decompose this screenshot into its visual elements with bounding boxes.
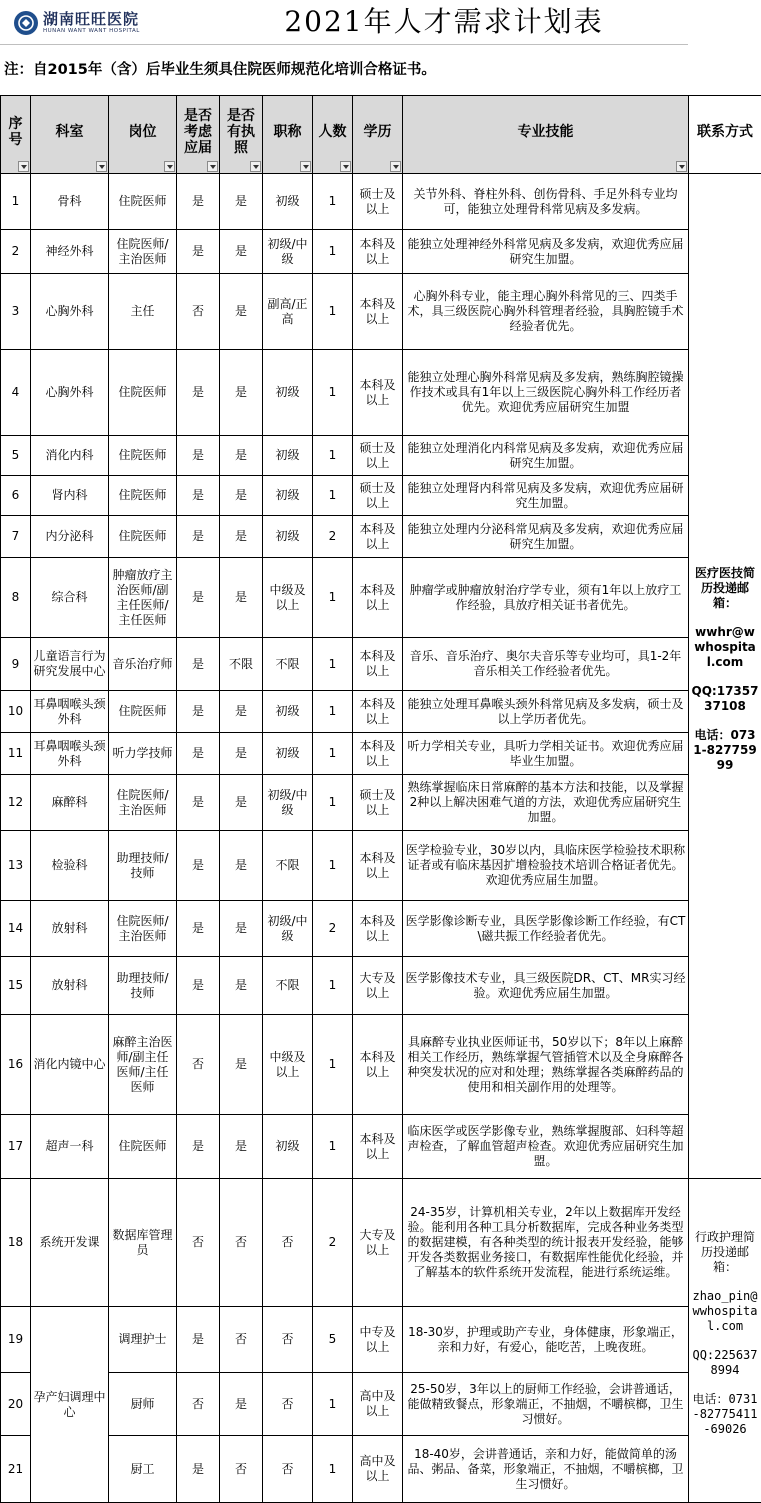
row-license: 是 — [220, 516, 263, 558]
filter-dropdown-icon[interactable] — [250, 161, 261, 172]
table-row — [1, 733, 761, 775]
header-title — [263, 96, 313, 174]
row-count: 1 — [313, 558, 353, 638]
row-title: 中级及以上 — [263, 1015, 313, 1115]
contact-qq: QQ:2256378994 — [691, 1348, 759, 1378]
row-position: 住院医师 — [109, 476, 177, 516]
table-row — [1, 831, 761, 901]
contact-email[interactable]: wwhr@wwhospital.com — [691, 625, 759, 670]
row-position: 助理技师/技师 — [109, 831, 177, 901]
row-department: 心胸外科 — [31, 274, 109, 350]
row-education: 本科及以上 — [353, 350, 403, 436]
row-count: 1 — [313, 831, 353, 901]
row-fresh-grad: 是 — [177, 174, 220, 230]
row-fresh-grad: 是 — [177, 1115, 220, 1179]
table-row — [1, 350, 761, 436]
header-education-label: 学历 — [364, 124, 392, 140]
row-education: 高中及以上 — [353, 1373, 403, 1436]
contact-label: 行政护理简历投递邮箱： — [691, 1230, 759, 1275]
row-license: 是 — [220, 350, 263, 436]
row-count: 1 — [313, 1015, 353, 1115]
row-skills: 能独立处理心胸外科常见病及多发病，熟练胸腔镜操作技术或具有1年以上三级医院心胸外科工作经历者优先。欢迎优秀应届研究生加盟 — [403, 350, 689, 436]
row-fresh-grad: 是 — [177, 733, 220, 775]
row-education: 硕士及以上 — [353, 476, 403, 516]
table-row — [1, 1015, 761, 1115]
row-count: 1 — [313, 174, 353, 230]
row-fresh-grad: 是 — [177, 691, 220, 733]
contact-qq: QQ:1735737108 — [691, 684, 759, 714]
table-row — [1, 957, 761, 1015]
row-education: 本科及以上 — [353, 831, 403, 901]
row-title: 中级及以上 — [263, 558, 313, 638]
row-skills: 18-30岁，护理或助产专业，身体健康，形象端正，亲和力好，有爱心，能吃苦，上晚夜班。 — [403, 1307, 689, 1373]
contact-admin — [689, 1179, 761, 1503]
row-count: 1 — [313, 1373, 353, 1436]
table-row — [1, 691, 761, 733]
row-number: 20 — [1, 1373, 31, 1436]
row-number: 18 — [1, 1179, 31, 1307]
row-fresh-grad: 是 — [177, 230, 220, 274]
contact-label: 医疗医技简历投递邮箱： — [691, 566, 759, 611]
row-title: 初级 — [263, 691, 313, 733]
title-divider — [0, 44, 688, 45]
row-fresh-grad: 是 — [177, 831, 220, 901]
row-number: 5 — [1, 436, 31, 476]
table-header-row — [1, 96, 761, 174]
row-position: 厨工 — [109, 1436, 177, 1503]
row-number: 8 — [1, 558, 31, 638]
row-number: 17 — [1, 1115, 31, 1179]
table-row — [1, 476, 761, 516]
row-position: 住院医师/主治医师 — [109, 230, 177, 274]
row-license: 是 — [220, 476, 263, 516]
row-fresh-grad: 是 — [177, 1436, 220, 1503]
row-department: 检验科 — [31, 831, 109, 901]
filter-dropdown-icon[interactable] — [676, 161, 687, 172]
row-count: 1 — [313, 638, 353, 691]
row-position: 听力学技师 — [109, 733, 177, 775]
row-license: 否 — [220, 1436, 263, 1503]
row-license: 是 — [220, 691, 263, 733]
table-row — [1, 558, 761, 638]
header-skills — [403, 96, 689, 174]
row-education: 硕士及以上 — [353, 174, 403, 230]
row-position: 调理护士 — [109, 1307, 177, 1373]
row-skills: 医学影像诊断专业，具医学影像诊断工作经验，有CT\磁共振工作经验者优先。 — [403, 901, 689, 957]
row-count: 2 — [313, 516, 353, 558]
table-row — [1, 274, 761, 350]
row-education: 本科及以上 — [353, 1015, 403, 1115]
row-count: 1 — [313, 733, 353, 775]
row-skills: 音乐、音乐治疗、奥尔夫音乐等专业均可，具1-2年音乐相关工作经验者优先。 — [403, 638, 689, 691]
header-position — [109, 96, 177, 174]
row-skills: 能独立处理神经外科常见病及多发病，欢迎优秀应届研究生加盟。 — [403, 230, 689, 274]
table-row — [1, 174, 761, 230]
row-title: 不限 — [263, 957, 313, 1015]
row-education: 本科及以上 — [353, 1115, 403, 1179]
row-education: 本科及以上 — [353, 516, 403, 558]
row-count: 2 — [313, 1179, 353, 1307]
contact-phone: 电话：0731-82775411-69026 — [691, 1392, 759, 1437]
header-no-label: 序号 — [9, 116, 23, 148]
row-department: 孕产妇调理中心 — [31, 1307, 109, 1503]
row-fresh-grad: 是 — [177, 436, 220, 476]
row-title: 副高/正高 — [263, 274, 313, 350]
table-row — [1, 1115, 761, 1179]
page-title: 2021年人才需求计划表 — [200, 2, 688, 42]
header-license-label: 是否有执照 — [227, 108, 255, 156]
row-position: 助理技师/技师 — [109, 957, 177, 1015]
row-title: 初级/中级 — [263, 901, 313, 957]
row-department: 心胸外科 — [31, 350, 109, 436]
table-row — [1, 901, 761, 957]
header-count-label: 人数 — [319, 124, 347, 140]
recruitment-table — [0, 95, 761, 1503]
row-number: 13 — [1, 831, 31, 901]
row-title: 初级 — [263, 436, 313, 476]
row-fresh-grad: 是 — [177, 350, 220, 436]
table-row — [1, 638, 761, 691]
row-count: 1 — [313, 274, 353, 350]
header-dept — [31, 96, 109, 174]
contact-email[interactable]: zhao_pin@wwhospital.com — [691, 1289, 759, 1334]
row-number: 19 — [1, 1307, 31, 1373]
table-row — [1, 230, 761, 274]
row-skills: 医学检验专业，30岁以内，具临床医学检验技术职称证者或有临床基因扩增检验技术培训合格证者优先。欢迎优秀应届生加盟。 — [403, 831, 689, 901]
row-license: 是 — [220, 174, 263, 230]
header-no — [1, 96, 31, 174]
row-number: 15 — [1, 957, 31, 1015]
row-number: 14 — [1, 901, 31, 957]
row-skills: 具麻醉专业执业医师证书，50岁以下；8年以上麻醉相关工作经历，熟练掌握气管插管术以及全身麻醉各种突发状况的应对和处理；熟练掌握各类麻醉药品的使用和相关副作用的处理等。 — [403, 1015, 689, 1115]
row-skills: 能独立处理内分泌科常见病及多发病，欢迎优秀应届研究生加盟。 — [403, 516, 689, 558]
filter-dropdown-icon[interactable] — [18, 161, 29, 172]
row-count: 1 — [313, 775, 353, 831]
row-fresh-grad: 是 — [177, 901, 220, 957]
row-education: 大专及以上 — [353, 957, 403, 1015]
row-fresh-grad: 否 — [177, 274, 220, 350]
row-position: 住院医师/主治医师 — [109, 775, 177, 831]
row-fresh-grad: 否 — [177, 1015, 220, 1115]
row-fresh-grad: 是 — [177, 516, 220, 558]
row-skills: 听力学相关专业，具听力学相关证书。欢迎优秀应届毕业生加盟。 — [403, 733, 689, 775]
row-education: 大专及以上 — [353, 1179, 403, 1307]
row-count: 1 — [313, 1436, 353, 1503]
row-number: 11 — [1, 733, 31, 775]
row-education: 本科及以上 — [353, 230, 403, 274]
row-education: 高中及以上 — [353, 1436, 403, 1503]
table-row — [1, 436, 761, 476]
row-title: 否 — [263, 1179, 313, 1307]
row-skills: 24-35岁，计算机相关专业，2年以上数据库开发经验。能利用各种工具分析数据库，完成各种业务类型的数据建模，有各种类型的统计报表开发经验，能够开发各类数据业务接口，有数据库性能优化经验，并了解基本的软件系统开发流程，能进行系统运维。 — [403, 1179, 689, 1307]
filter-dropdown-icon[interactable] — [207, 161, 218, 172]
row-license: 是 — [220, 558, 263, 638]
row-title: 初级 — [263, 1115, 313, 1179]
contact-phone: 电话：0731-82775999 — [691, 728, 759, 773]
row-count: 1 — [313, 436, 353, 476]
row-license: 是 — [220, 1373, 263, 1436]
row-count: 1 — [313, 230, 353, 274]
row-license: 是 — [220, 230, 263, 274]
row-skills: 能独立处理耳鼻喉头颈外科常见病及多发病，硕士及以上学历者优先。 — [403, 691, 689, 733]
row-license: 否 — [220, 1179, 263, 1307]
row-number: 10 — [1, 691, 31, 733]
table-row — [1, 1436, 761, 1503]
row-title: 初级 — [263, 516, 313, 558]
filter-dropdown-icon[interactable] — [390, 161, 401, 172]
row-department: 骨科 — [31, 174, 109, 230]
notice-text: 注：自2015年（含）后毕业生须具住院医师规范化培训合格证书。 — [4, 58, 436, 79]
hospital-logo — [14, 9, 164, 37]
row-position: 住院医师 — [109, 516, 177, 558]
row-position: 住院医师 — [109, 350, 177, 436]
row-number: 9 — [1, 638, 31, 691]
row-department: 神经外科 — [31, 230, 109, 274]
row-position: 麻醉主治医师/副主任医师/主任医师 — [109, 1015, 177, 1115]
table-row — [1, 1307, 761, 1373]
table-body — [1, 174, 761, 1503]
row-license: 是 — [220, 274, 263, 350]
row-title: 初级 — [263, 733, 313, 775]
row-education: 本科及以上 — [353, 558, 403, 638]
hospital-logo-icon — [14, 11, 38, 35]
row-number: 1 — [1, 174, 31, 230]
row-license: 是 — [220, 733, 263, 775]
row-department: 内分泌科 — [31, 516, 109, 558]
row-fresh-grad: 是 — [177, 558, 220, 638]
row-skills: 18-40岁，会讲普通话，亲和力好，能做简单的汤品、粥品、备菜，形象端正，不抽烟，不嚼槟榔，卫生习惯好。 — [403, 1436, 689, 1503]
row-department: 放射科 — [31, 901, 109, 957]
row-number: 7 — [1, 516, 31, 558]
row-position: 住院医师 — [109, 691, 177, 733]
row-skills: 心胸外科专业，能主理心胸外科常见的三、四类手术，具三级医院心胸外科管理者经验，具胸腔镜手术经验者优先。 — [403, 274, 689, 350]
row-department: 麻醉科 — [31, 775, 109, 831]
row-education: 中专及以上 — [353, 1307, 403, 1373]
row-count: 2 — [313, 901, 353, 957]
row-license: 是 — [220, 436, 263, 476]
row-title: 初级 — [263, 174, 313, 230]
row-skills: 临床医学或医学影像专业，熟练掌握腹部、妇科等超声检查，了解血管超声检查。欢迎优秀应届研究生加盟。 — [403, 1115, 689, 1179]
row-fresh-grad: 是 — [177, 775, 220, 831]
row-skills: 熟练掌握临床日常麻醉的基本方法和技能，以及掌握2种以上解决困难气道的方法，欢迎优秀应届研究生加盟。 — [403, 775, 689, 831]
row-department: 消化内科 — [31, 436, 109, 476]
row-education: 本科及以上 — [353, 691, 403, 733]
row-fresh-grad: 是 — [177, 1307, 220, 1373]
row-education: 本科及以上 — [353, 638, 403, 691]
row-department: 系统开发课 — [31, 1179, 109, 1307]
row-position: 住院医师 — [109, 174, 177, 230]
row-position: 音乐治疗师 — [109, 638, 177, 691]
row-title: 不限 — [263, 831, 313, 901]
filter-dropdown-icon[interactable] — [96, 161, 107, 172]
row-education: 本科及以上 — [353, 901, 403, 957]
table-row — [1, 775, 761, 831]
header-fresh-grad-label: 是否考虑应届 — [184, 108, 212, 156]
row-license: 不限 — [220, 638, 263, 691]
row-license: 是 — [220, 775, 263, 831]
table-row — [1, 516, 761, 558]
row-title: 不限 — [263, 638, 313, 691]
row-department: 消化内镜中心 — [31, 1015, 109, 1115]
row-department: 耳鼻咽喉头颈外科 — [31, 733, 109, 775]
header-license — [220, 96, 263, 174]
header-dept-label: 科室 — [56, 124, 84, 140]
row-position: 住院医师/主治医师 — [109, 901, 177, 957]
row-skills: 医学影像技术专业，具三级医院DR、CT、MR实习经验。欢迎优秀应届生加盟。 — [403, 957, 689, 1015]
row-skills: 能独立处理肾内科常见病及多发病，欢迎优秀应届研究生加盟。 — [403, 476, 689, 516]
header-title-label: 职称 — [274, 124, 302, 140]
row-skills: 能独立处理消化内科常见病及多发病，欢迎优秀应届研究生加盟。 — [403, 436, 689, 476]
header-education — [353, 96, 403, 174]
header-contact-label: 联系方式 — [697, 124, 753, 140]
header-fresh-grad — [177, 96, 220, 174]
row-number: 2 — [1, 230, 31, 274]
row-position: 肿瘤放疗主治医师/副主任医师/主任医师 — [109, 558, 177, 638]
row-number: 12 — [1, 775, 31, 831]
row-title: 初级/中级 — [263, 230, 313, 274]
row-department: 放射科 — [31, 957, 109, 1015]
row-education: 本科及以上 — [353, 274, 403, 350]
table-row — [1, 1373, 761, 1436]
filter-dropdown-icon[interactable] — [164, 161, 175, 172]
row-fresh-grad: 是 — [177, 476, 220, 516]
filter-dropdown-icon[interactable] — [340, 161, 351, 172]
row-title: 否 — [263, 1373, 313, 1436]
row-license: 是 — [220, 1015, 263, 1115]
row-title: 否 — [263, 1307, 313, 1373]
row-license: 是 — [220, 831, 263, 901]
row-position: 住院医师 — [109, 1115, 177, 1179]
page-header — [0, 0, 761, 44]
table-row — [1, 1179, 761, 1307]
row-position: 数据库管理员 — [109, 1179, 177, 1307]
row-number: 4 — [1, 350, 31, 436]
row-education: 硕士及以上 — [353, 775, 403, 831]
row-position: 厨师 — [109, 1373, 177, 1436]
row-license: 是 — [220, 901, 263, 957]
row-skills: 肿瘤学或肿瘤放射治疗学专业，须有1年以上放疗工作经验，具放疗相关证书者优先。 — [403, 558, 689, 638]
row-count: 5 — [313, 1307, 353, 1373]
row-title: 否 — [263, 1436, 313, 1503]
row-department: 超声一科 — [31, 1115, 109, 1179]
row-count: 1 — [313, 476, 353, 516]
row-fresh-grad: 否 — [177, 1373, 220, 1436]
row-count: 1 — [313, 691, 353, 733]
header-skills-label: 专业技能 — [518, 124, 574, 140]
header-contact — [689, 96, 761, 174]
row-fresh-grad: 否 — [177, 1179, 220, 1307]
logo-name: 湖南旺旺医院 — [43, 12, 140, 27]
row-fresh-grad: 是 — [177, 638, 220, 691]
row-number: 6 — [1, 476, 31, 516]
header-count — [313, 96, 353, 174]
row-license: 是 — [220, 1115, 263, 1179]
row-department: 综合科 — [31, 558, 109, 638]
header-position-label: 岗位 — [129, 124, 157, 140]
contact-medical — [689, 174, 761, 1179]
row-number: 21 — [1, 1436, 31, 1503]
row-license: 否 — [220, 1307, 263, 1373]
row-skills: 关节外科、脊柱外科、创伤骨科、手足外科专业均可，能独立处理骨科常见病及多发病。 — [403, 174, 689, 230]
row-title: 初级 — [263, 350, 313, 436]
row-education: 本科及以上 — [353, 733, 403, 775]
row-department: 肾内科 — [31, 476, 109, 516]
row-fresh-grad: 是 — [177, 957, 220, 1015]
row-count: 1 — [313, 350, 353, 436]
row-license: 是 — [220, 957, 263, 1015]
row-position: 住院医师 — [109, 436, 177, 476]
row-number: 3 — [1, 274, 31, 350]
row-department: 儿童语言行为研究发展中心 — [31, 638, 109, 691]
row-count: 1 — [313, 957, 353, 1015]
row-number: 16 — [1, 1015, 31, 1115]
row-department: 耳鼻咽喉头颈外科 — [31, 691, 109, 733]
row-skills: 25-50岁，3年以上的厨师工作经验，会讲普通话，能做精致餐点，形象端正，不抽烟，不嚼槟榔，卫生习惯好。 — [403, 1373, 689, 1436]
row-title: 初级 — [263, 476, 313, 516]
row-position: 主任 — [109, 274, 177, 350]
filter-dropdown-icon[interactable] — [300, 161, 311, 172]
row-title: 初级/中级 — [263, 775, 313, 831]
row-education: 硕士及以上 — [353, 436, 403, 476]
row-count: 1 — [313, 1115, 353, 1179]
logo-english: HUNAN WANT WANT HOSPITAL — [43, 29, 140, 35]
